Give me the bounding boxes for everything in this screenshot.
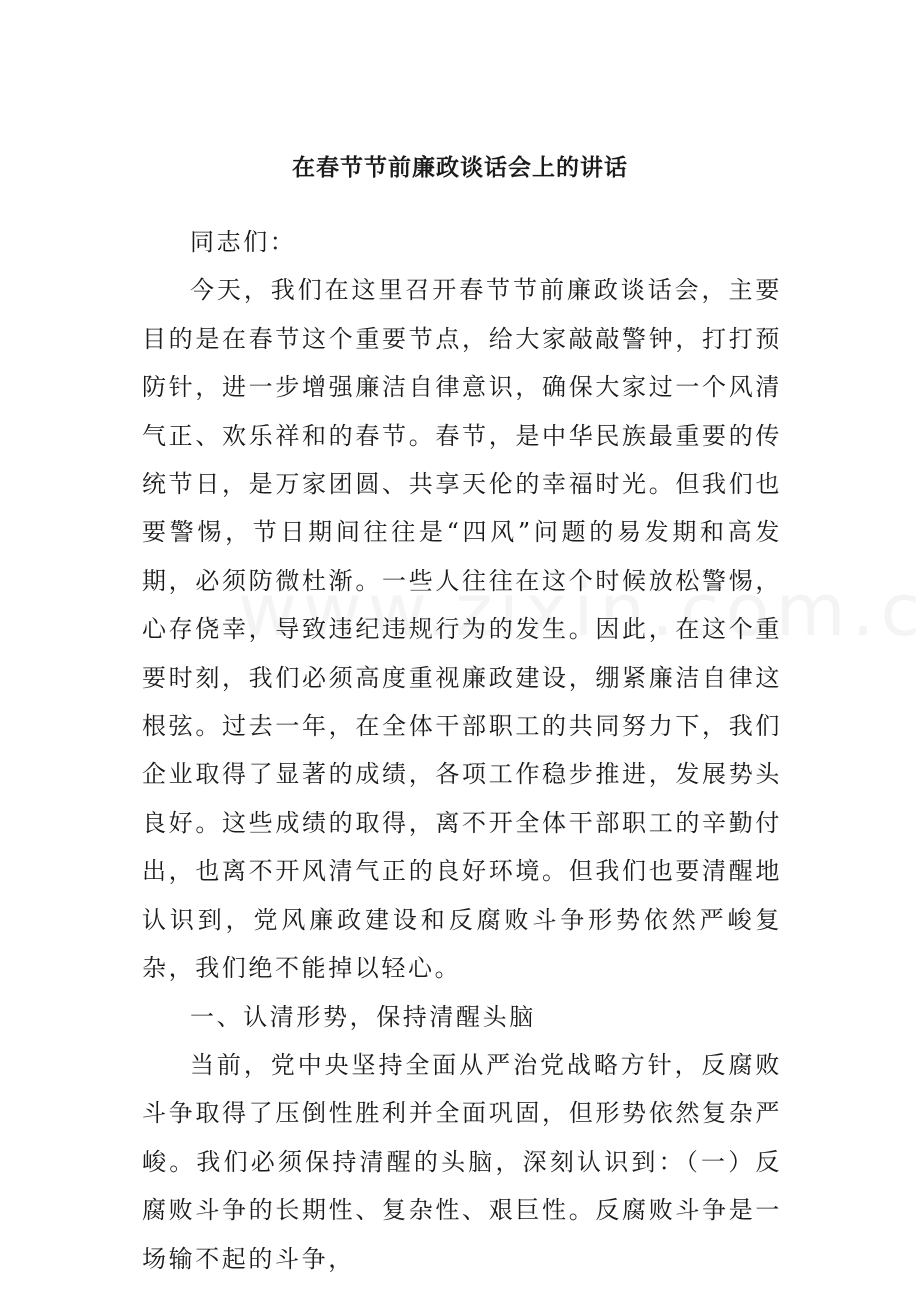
document-title: 在春节节前廉政谈话会上的讲话 (292, 154, 628, 181)
document-body (142, 218, 782, 1283)
opening-paragraph: 今天，我们在这里召开春节节前廉政谈话会，主要目的是在春节这个重要节点，给大家敲敲警钟，打打预防针，进一步增强廉洁自律意识，确保大家过一个风清气正、欢乐祥和的春节。春节，是中华民族最重要的传统节日，是万家团圆、共享天伦的幸福时光。但我们也要警惕，节日期间往往是“四风”问题的易发期和高发期，必须防微杜渐。一些人往往在这个时候放松警惕，心存侥幸，导致违纪违规行为的发生。因此，在这个重要时刻，我们必须高度重视廉政建设，绷紧廉洁自律这根弦。过去一年，在全体干部职工的共同努力下，我们企业取得了显著的成绩，各项工作稳步推进，发展势头良好。这些成绩的取得，离不开全体干部职工的辛勤付出，也离不开风清气正的良好环境。但我们也要清醒地认识到，党风廉政建设和反腐败斗争形势依然严峻复杂，我们绝不能掉以轻心。 (142, 276, 782, 983)
section-paragraph: 当前，党中央坚持全面从严治党战略方针，反腐败斗争取得了压倒性胜利并全面巩固，但形势依然复杂严峻。我们必须保持清醒的头脑，深刻认识到：（一）反腐败斗争的长期性、复杂性、艰巨性。反腐败斗争是一场输不起的斗争， (142, 1050, 782, 1273)
salutation-paragraph: 同志们： (190, 228, 297, 256)
section-heading: 一、认清形势，保持清醒头脑 (190, 1002, 536, 1031)
